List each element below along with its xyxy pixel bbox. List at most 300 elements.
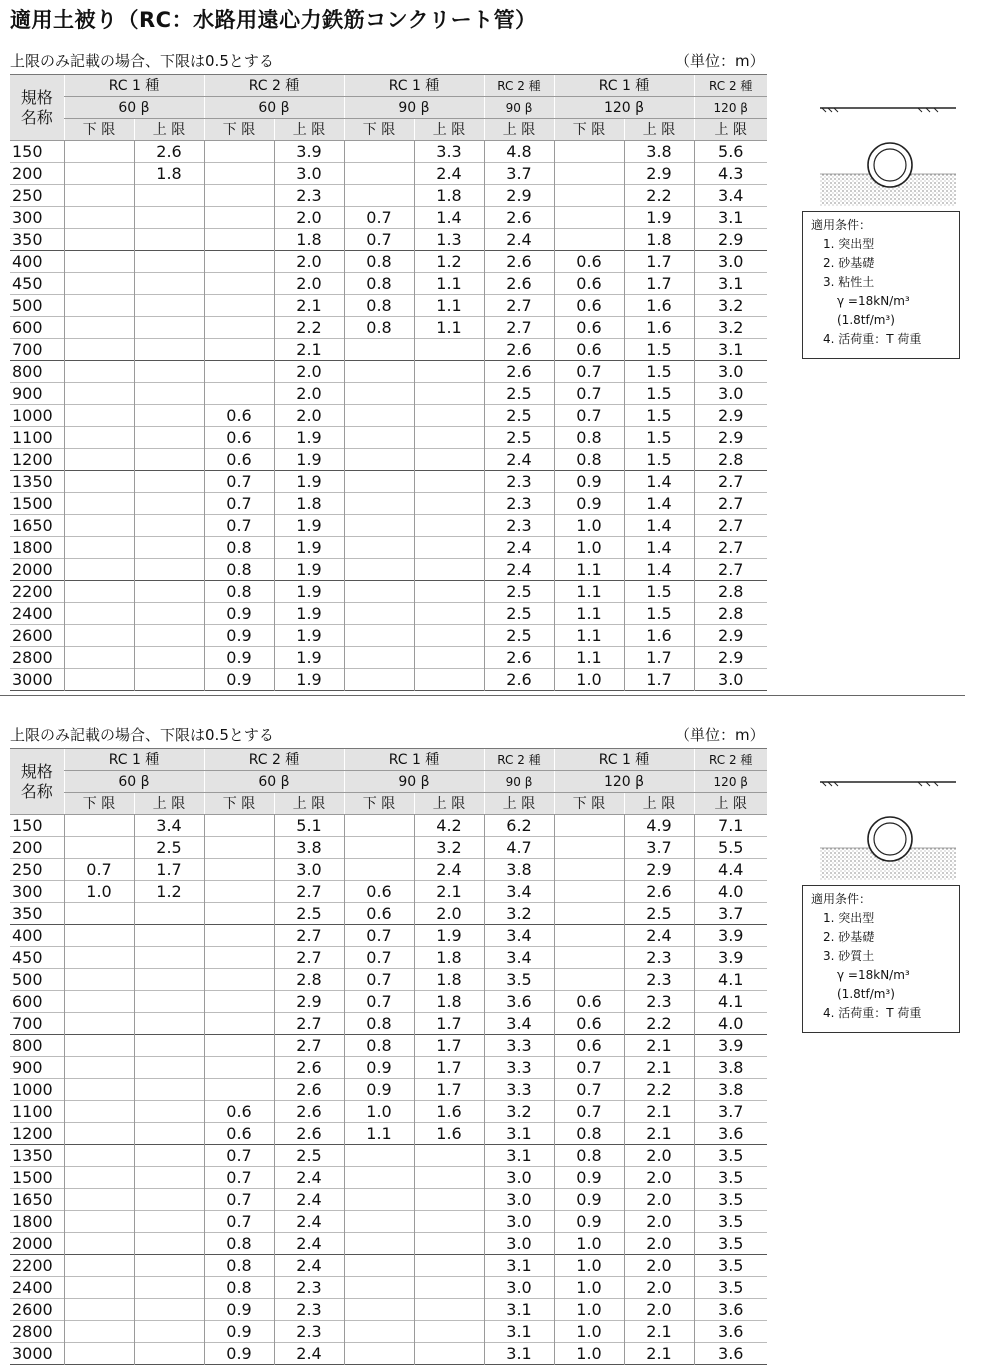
table-row (10, 969, 767, 991)
cover-depth-cell: 0.7 (204, 493, 274, 515)
cover-depth-cell: 2.0 (624, 1255, 694, 1277)
header-upper: 上 限 (274, 793, 344, 815)
cover-depth-cell: 2.5 (484, 581, 554, 603)
cover-depth-cell (64, 1321, 134, 1343)
cover-depth-cell: 1.9 (274, 581, 344, 603)
cover-depth-cell: 0.8 (344, 1035, 414, 1057)
cover-depth-cell: 5.1 (274, 815, 344, 837)
cover-depth-cell: 2.7 (694, 471, 767, 493)
condition-item: 3. 粘性土 (823, 275, 875, 289)
header-strength: 60 β (64, 771, 204, 793)
header-lower: 下 限 (64, 793, 134, 815)
spec-name-cell: 450 (12, 274, 43, 293)
cover-depth-cell: 0.8 (344, 317, 414, 339)
cover-depth-cell: 1.9 (274, 669, 344, 691)
cover-depth-cell: 3.0 (694, 669, 767, 691)
cover-depth-cell (134, 1343, 204, 1365)
cover-depth-cell: 3.2 (694, 317, 767, 339)
cover-depth-cell (134, 229, 204, 251)
cover-depth-cell: 3.5 (694, 1211, 767, 1233)
condition-item: 1. 突出型 (823, 911, 875, 925)
table-row (10, 339, 767, 361)
cover-depth-cell (204, 163, 274, 185)
spec-name-cell: 2600 (12, 626, 53, 645)
cover-depth-cell: 3.6 (694, 1321, 767, 1343)
cover-depth-cell (204, 1079, 274, 1101)
cover-depth-cell: 2.5 (624, 903, 694, 925)
cover-depth-cell: 3.3 (484, 1035, 554, 1057)
cover-depth-cell (554, 881, 624, 903)
cover-depth-cell (204, 991, 274, 1013)
spec-name-cell: 1500 (12, 1168, 53, 1187)
cover-depth-cell: 2.6 (274, 1101, 344, 1123)
cover-depth-cell: 2.5 (274, 903, 344, 925)
cover-depth-cell: 1.0 (554, 1277, 624, 1299)
cover-depth-cell (414, 493, 484, 515)
condition-item: 2. 砂基礎 (823, 930, 875, 944)
condition-item: γ =18kN/m³ (837, 294, 910, 308)
cover-depth-cell: 0.9 (204, 1343, 274, 1365)
cover-depth-cell: 2.8 (274, 969, 344, 991)
spec-name-cell: 1350 (12, 1146, 53, 1165)
cover-depth-cell: 2.4 (274, 1189, 344, 1211)
cover-depth-cell: 1.1 (554, 647, 624, 669)
cover-depth-cell: 0.7 (204, 515, 274, 537)
cover-depth-cell (414, 515, 484, 537)
cover-depth-cell (64, 837, 134, 859)
cover-depth-cell: 1.8 (414, 969, 484, 991)
cover-depth-cell: 0.7 (344, 991, 414, 1013)
cover-depth-cell (414, 1211, 484, 1233)
cover-depth-cell: 2.6 (274, 1123, 344, 1145)
cover-depth-cell: 1.9 (274, 515, 344, 537)
cover-depth-cell: 1.7 (414, 1079, 484, 1101)
cover-depth-cell: 1.0 (554, 1343, 624, 1365)
cover-depth-cell (64, 1299, 134, 1321)
header-type: RC 1 種 (344, 75, 484, 97)
cover-depth-cell (64, 1079, 134, 1101)
cover-depth-cell (344, 1189, 414, 1211)
cover-depth-cell: 1.8 (414, 947, 484, 969)
table-row (10, 1189, 767, 1211)
cover-depth-cell: 3.5 (484, 969, 554, 991)
cover-depth-cell (64, 603, 134, 625)
header-lower: 下 限 (554, 119, 624, 141)
cover-depth-cell (344, 383, 414, 405)
table-row (10, 625, 767, 647)
cover-depth-cell: 2.3 (274, 185, 344, 207)
cover-depth-cell: 2.9 (484, 185, 554, 207)
cover-depth-cell: 3.6 (694, 1123, 767, 1145)
header-lower: 下 限 (204, 793, 274, 815)
cover-depth-cell (204, 947, 274, 969)
cover-depth-cell (204, 317, 274, 339)
cover-depth-cell: 1.7 (624, 669, 694, 691)
cover-depth-cell (134, 947, 204, 969)
cover-depth-cell (554, 947, 624, 969)
cover-depth-cell: 3.7 (484, 163, 554, 185)
cover-depth-cell: 0.6 (554, 251, 624, 273)
cover-depth-cell: 3.8 (484, 859, 554, 881)
cover-depth-cell (134, 1057, 204, 1079)
cover-depth-cell (344, 1299, 414, 1321)
cover-depth-cell (344, 625, 414, 647)
cover-depth-cell: 2.4 (484, 537, 554, 559)
cover-depth-cell: 2.1 (274, 339, 344, 361)
cover-depth-cell: 2.2 (624, 1079, 694, 1101)
cover-depth-cell: 4.0 (694, 881, 767, 903)
cover-depth-cell: 2.5 (484, 405, 554, 427)
cover-depth-cell (134, 647, 204, 669)
cover-depth-cell: 1.8 (274, 493, 344, 515)
cover-depth-cell (554, 163, 624, 185)
cover-depth-cell (64, 1145, 134, 1167)
cover-depth-cell (134, 991, 204, 1013)
cover-depth-cell: 2.4 (624, 925, 694, 947)
cover-depth-cell (344, 471, 414, 493)
spec-name-cell: 300 (12, 208, 43, 227)
cover-depth-cell: 3.1 (484, 1145, 554, 1167)
cover-depth-cell (204, 1057, 274, 1079)
spec-name-cell: 3000 (12, 1344, 53, 1363)
cover-depth-cell: 2.3 (624, 991, 694, 1013)
cover-depth-cell: 1.5 (624, 405, 694, 427)
cover-depth-cell: 1.9 (274, 449, 344, 471)
cover-depth-cell: 1.0 (344, 1101, 414, 1123)
cover-depth-cell (414, 383, 484, 405)
cover-depth-cell: 0.7 (344, 207, 414, 229)
cover-depth-cell (134, 449, 204, 471)
table-row (10, 947, 767, 969)
cover-depth-cell: 1.7 (624, 647, 694, 669)
cover-depth-cell (64, 1277, 134, 1299)
header-spec-name: 規格 名称 (10, 749, 64, 815)
cover-depth-cell: 1.0 (554, 515, 624, 537)
cover-depth-cell (344, 859, 414, 881)
table-row (10, 185, 767, 207)
cover-depth-cell (134, 559, 204, 581)
cover-depth-cell (414, 427, 484, 449)
cover-depth-cell (344, 405, 414, 427)
table-row (10, 405, 767, 427)
cover-depth-cell: 2.5 (484, 427, 554, 449)
cover-depth-cell (64, 1123, 134, 1145)
cover-depth-cell: 1.6 (624, 317, 694, 339)
cover-depth-cell: 5.5 (694, 837, 767, 859)
header-type: RC 2 種 (694, 749, 767, 771)
cover-depth-cell (64, 537, 134, 559)
spec-name-cell: 600 (12, 318, 43, 337)
table-row (10, 1233, 767, 1255)
cover-depth-cell: 2.3 (484, 471, 554, 493)
cover-depth-cell: 0.7 (344, 229, 414, 251)
cover-depth-cell (414, 1189, 484, 1211)
cover-depth-cell: 2.3 (274, 1277, 344, 1299)
cover-depth-cell: 1.0 (554, 537, 624, 559)
cover-depth-cell: 0.8 (204, 581, 274, 603)
table-row (10, 1123, 767, 1145)
unit-label: （単位：m） (675, 726, 765, 744)
table-row (10, 1321, 767, 1343)
cover-depth-cell: 3.5 (694, 1255, 767, 1277)
cover-depth-cell: 3.0 (484, 1189, 554, 1211)
cover-depth-cell: 2.0 (274, 207, 344, 229)
cover-depth-cell: 3.0 (484, 1167, 554, 1189)
condition-item: 4. 活荷重：T 荷重 (823, 332, 922, 346)
cover-depth-cell: 2.0 (624, 1189, 694, 1211)
cover-depth-cell: 2.7 (694, 493, 767, 515)
cover-depth-cell: 3.4 (134, 815, 204, 837)
cover-depth-cell (64, 383, 134, 405)
cover-depth-cell (64, 1101, 134, 1123)
cover-depth-cell: 3.7 (624, 837, 694, 859)
spec-name-cell: 2800 (12, 648, 53, 667)
cover-depth-cell (204, 185, 274, 207)
conditions-heading: 適用条件： (811, 892, 872, 906)
cover-depth-cell: 2.1 (624, 1321, 694, 1343)
pipe-installation-diagram (818, 752, 958, 892)
cover-depth-cell: 1.4 (624, 515, 694, 537)
cover-depth-cell: 3.0 (484, 1277, 554, 1299)
table-row (10, 647, 767, 669)
cover-depth-cell (134, 383, 204, 405)
cover-depth-cell (134, 251, 204, 273)
conditions-box (802, 211, 960, 359)
cover-depth-cell: 2.9 (624, 163, 694, 185)
cover-depth-cell: 2.8 (694, 603, 767, 625)
cover-depth-cell: 2.4 (484, 229, 554, 251)
cover-depth-cell: 4.3 (694, 163, 767, 185)
cover-depth-cell: 1.7 (414, 1013, 484, 1035)
cover-depth-cell: 1.4 (624, 559, 694, 581)
cover-depth-cell (204, 229, 274, 251)
table-row (10, 1299, 767, 1321)
cover-depth-cell: 0.7 (204, 1211, 274, 1233)
cover-depth-cell: 2.9 (274, 991, 344, 1013)
cover-depth-cell: 1.8 (274, 229, 344, 251)
cover-depth-cell: 0.7 (204, 1189, 274, 1211)
conditions-heading: 適用条件： (811, 218, 872, 232)
cover-depth-cell: 3.5 (694, 1167, 767, 1189)
cover-depth-cell (134, 1123, 204, 1145)
cover-depth-cell: 2.7 (694, 559, 767, 581)
cover-depth-cell (344, 837, 414, 859)
table-row (10, 1013, 767, 1035)
cover-depth-cell (134, 339, 204, 361)
cover-depth-cell: 0.7 (554, 361, 624, 383)
cover-depth-cell: 2.7 (484, 295, 554, 317)
cover-depth-cell: 2.4 (274, 1211, 344, 1233)
cover-depth-cell (204, 859, 274, 881)
cover-depth-cell (414, 581, 484, 603)
cover-depth-cell (134, 669, 204, 691)
lower-limit-note: 上限のみ記載の場合、下限は0.5とする (10, 52, 274, 70)
spec-name-cell: 2200 (12, 1256, 53, 1275)
cover-depth-cell (64, 251, 134, 273)
header-strength: 120 β (554, 97, 694, 119)
cover-depth-cell: 3.2 (484, 903, 554, 925)
cover-depth-cell: 2.6 (274, 1057, 344, 1079)
spec-name-cell: 200 (12, 838, 43, 857)
cover-depth-cell (414, 625, 484, 647)
cover-depth-cell (64, 1255, 134, 1277)
cover-depth-cell: 1.5 (624, 603, 694, 625)
cover-depth-cell: 2.1 (414, 881, 484, 903)
cover-depth-cell: 4.9 (624, 815, 694, 837)
cover-depth-cell: 4.2 (414, 815, 484, 837)
cover-depth-cell (64, 493, 134, 515)
cover-depth-cell (64, 1013, 134, 1035)
cover-depth-cell: 2.1 (624, 1035, 694, 1057)
table-row (10, 837, 767, 859)
table-row (10, 1167, 767, 1189)
cover-depth-cell (134, 1013, 204, 1035)
cover-depth-cell: 2.6 (134, 141, 204, 163)
cover-depth-cell: 2.1 (624, 1101, 694, 1123)
cover-depth-cell (64, 427, 134, 449)
cover-depth-cell (204, 141, 274, 163)
cover-depth-cell: 2.4 (274, 1343, 344, 1365)
cover-depth-cell: 4.1 (694, 969, 767, 991)
spec-name-cell: 800 (12, 1036, 43, 1055)
cover-depth-cell: 3.0 (484, 1211, 554, 1233)
spec-name-cell: 250 (12, 860, 43, 879)
header-upper: 上 限 (134, 119, 204, 141)
cover-depth-cell (344, 603, 414, 625)
spec-name-cell: 700 (12, 1014, 43, 1033)
header-upper: 上 限 (694, 119, 767, 141)
cover-depth-cell: 3.0 (274, 163, 344, 185)
cover-depth-cell: 0.8 (554, 1145, 624, 1167)
cover-depth-cell: 0.7 (344, 925, 414, 947)
cover-depth-cell (134, 1255, 204, 1277)
cover-depth-cell: 2.7 (274, 947, 344, 969)
header-type: RC 1 種 (554, 75, 694, 97)
cover-depth-cell (134, 361, 204, 383)
spec-name-cell: 450 (12, 948, 43, 967)
table-row (10, 317, 767, 339)
cover-depth-cell (64, 969, 134, 991)
cover-depth-cell (134, 1167, 204, 1189)
cover-depth-cell (344, 361, 414, 383)
cover-depth-cell: 2.3 (274, 1321, 344, 1343)
cover-depth-cell: 0.8 (344, 295, 414, 317)
cover-depth-cell (344, 339, 414, 361)
table-row (10, 581, 767, 603)
cover-depth-cell (204, 295, 274, 317)
unit-label: （単位：m） (675, 52, 765, 70)
spec-name-cell: 1800 (12, 1212, 53, 1231)
cover-depth-cell (64, 471, 134, 493)
cover-depth-cell: 2.3 (484, 515, 554, 537)
cover-depth-cell (64, 1189, 134, 1211)
cover-depth-cell: 3.3 (484, 1057, 554, 1079)
condition-item: (1.8tf/m³) (837, 987, 895, 1001)
cover-depth-cell: 0.9 (204, 603, 274, 625)
spec-name-cell: 600 (12, 992, 43, 1011)
header-upper: 上 限 (134, 793, 204, 815)
cover-depth-cell (64, 273, 134, 295)
cover-depth-cell (134, 405, 204, 427)
cover-depth-cell: 3.1 (694, 339, 767, 361)
cover-depth-cell: 3.4 (484, 1013, 554, 1035)
cover-depth-cell: 3.4 (484, 881, 554, 903)
cover-depth-cell: 4.8 (484, 141, 554, 163)
cover-depth-cell (134, 185, 204, 207)
cover-depth-cell: 1.9 (274, 537, 344, 559)
cover-depth-cell (204, 815, 274, 837)
cover-depth-cell (414, 669, 484, 691)
cover-depth-cell: 2.4 (274, 1255, 344, 1277)
cover-depth-cell (344, 559, 414, 581)
cover-depth-cell: 2.9 (694, 625, 767, 647)
cover-depth-cell (134, 515, 204, 537)
cover-depth-cell: 0.7 (204, 471, 274, 493)
pipe-inner (874, 149, 906, 181)
cover-depth-cell: 0.9 (204, 647, 274, 669)
table-row (10, 559, 767, 581)
cover-depth-cell: 2.6 (484, 207, 554, 229)
lower-limit-note: 上限のみ記載の場合、下限は0.5とする (10, 726, 274, 744)
cover-depth-cell: 3.9 (694, 947, 767, 969)
cover-depth-cell (64, 1167, 134, 1189)
cover-depth-cell: 0.7 (344, 969, 414, 991)
header-strength: 60 β (204, 97, 344, 119)
cover-depth-cell (134, 1211, 204, 1233)
cover-depth-cell: 0.7 (554, 405, 624, 427)
cover-depth-cell (64, 163, 134, 185)
cover-depth-cell (134, 537, 204, 559)
cover-depth-cell: 2.3 (484, 493, 554, 515)
cover-depth-cell (134, 1035, 204, 1057)
cover-depth-cell: 3.3 (414, 141, 484, 163)
cover-depth-cell: 2.1 (274, 295, 344, 317)
spec-name-cell: 1350 (12, 472, 53, 491)
cover-depth-cell: 3.1 (484, 1255, 554, 1277)
cover-depth-cell (134, 1299, 204, 1321)
spec-name-cell: 3000 (12, 670, 53, 689)
cover-depth-cell: 0.8 (204, 559, 274, 581)
cover-depth-cell: 0.9 (204, 1321, 274, 1343)
cover-depth-cell (134, 969, 204, 991)
cover-depth-cell: 2.2 (274, 317, 344, 339)
cover-depth-cell: 2.0 (624, 1167, 694, 1189)
table-row (10, 1079, 767, 1101)
cover-depth-cell: 2.6 (484, 647, 554, 669)
condition-item: 4. 活荷重：T 荷重 (823, 1006, 922, 1020)
cover-depth-cell (134, 207, 204, 229)
cover-depth-cell (64, 339, 134, 361)
cover-depth-cell: 1.2 (414, 251, 484, 273)
cover-depth-cell: 0.6 (204, 449, 274, 471)
cover-depth-cell (64, 1035, 134, 1057)
cover-depth-cell: 2.0 (414, 903, 484, 925)
table-row (10, 669, 767, 691)
cover-depth-cell (344, 449, 414, 471)
cover-depth-cell: 0.6 (344, 881, 414, 903)
spec-name-cell: 2200 (12, 582, 53, 601)
cover-depth-cell: 3.8 (624, 141, 694, 163)
cover-depth-cell: 0.9 (554, 1167, 624, 1189)
cover-depth-cell: 2.7 (274, 1035, 344, 1057)
cover-depth-cell: 0.6 (344, 903, 414, 925)
cover-depth-cell (134, 903, 204, 925)
spec-name-cell: 250 (12, 186, 43, 205)
cover-depth-cell (134, 427, 204, 449)
cover-depth-cell (204, 1035, 274, 1057)
cover-depth-cell: 0.9 (204, 625, 274, 647)
cover-depth-cell: 1.8 (624, 229, 694, 251)
